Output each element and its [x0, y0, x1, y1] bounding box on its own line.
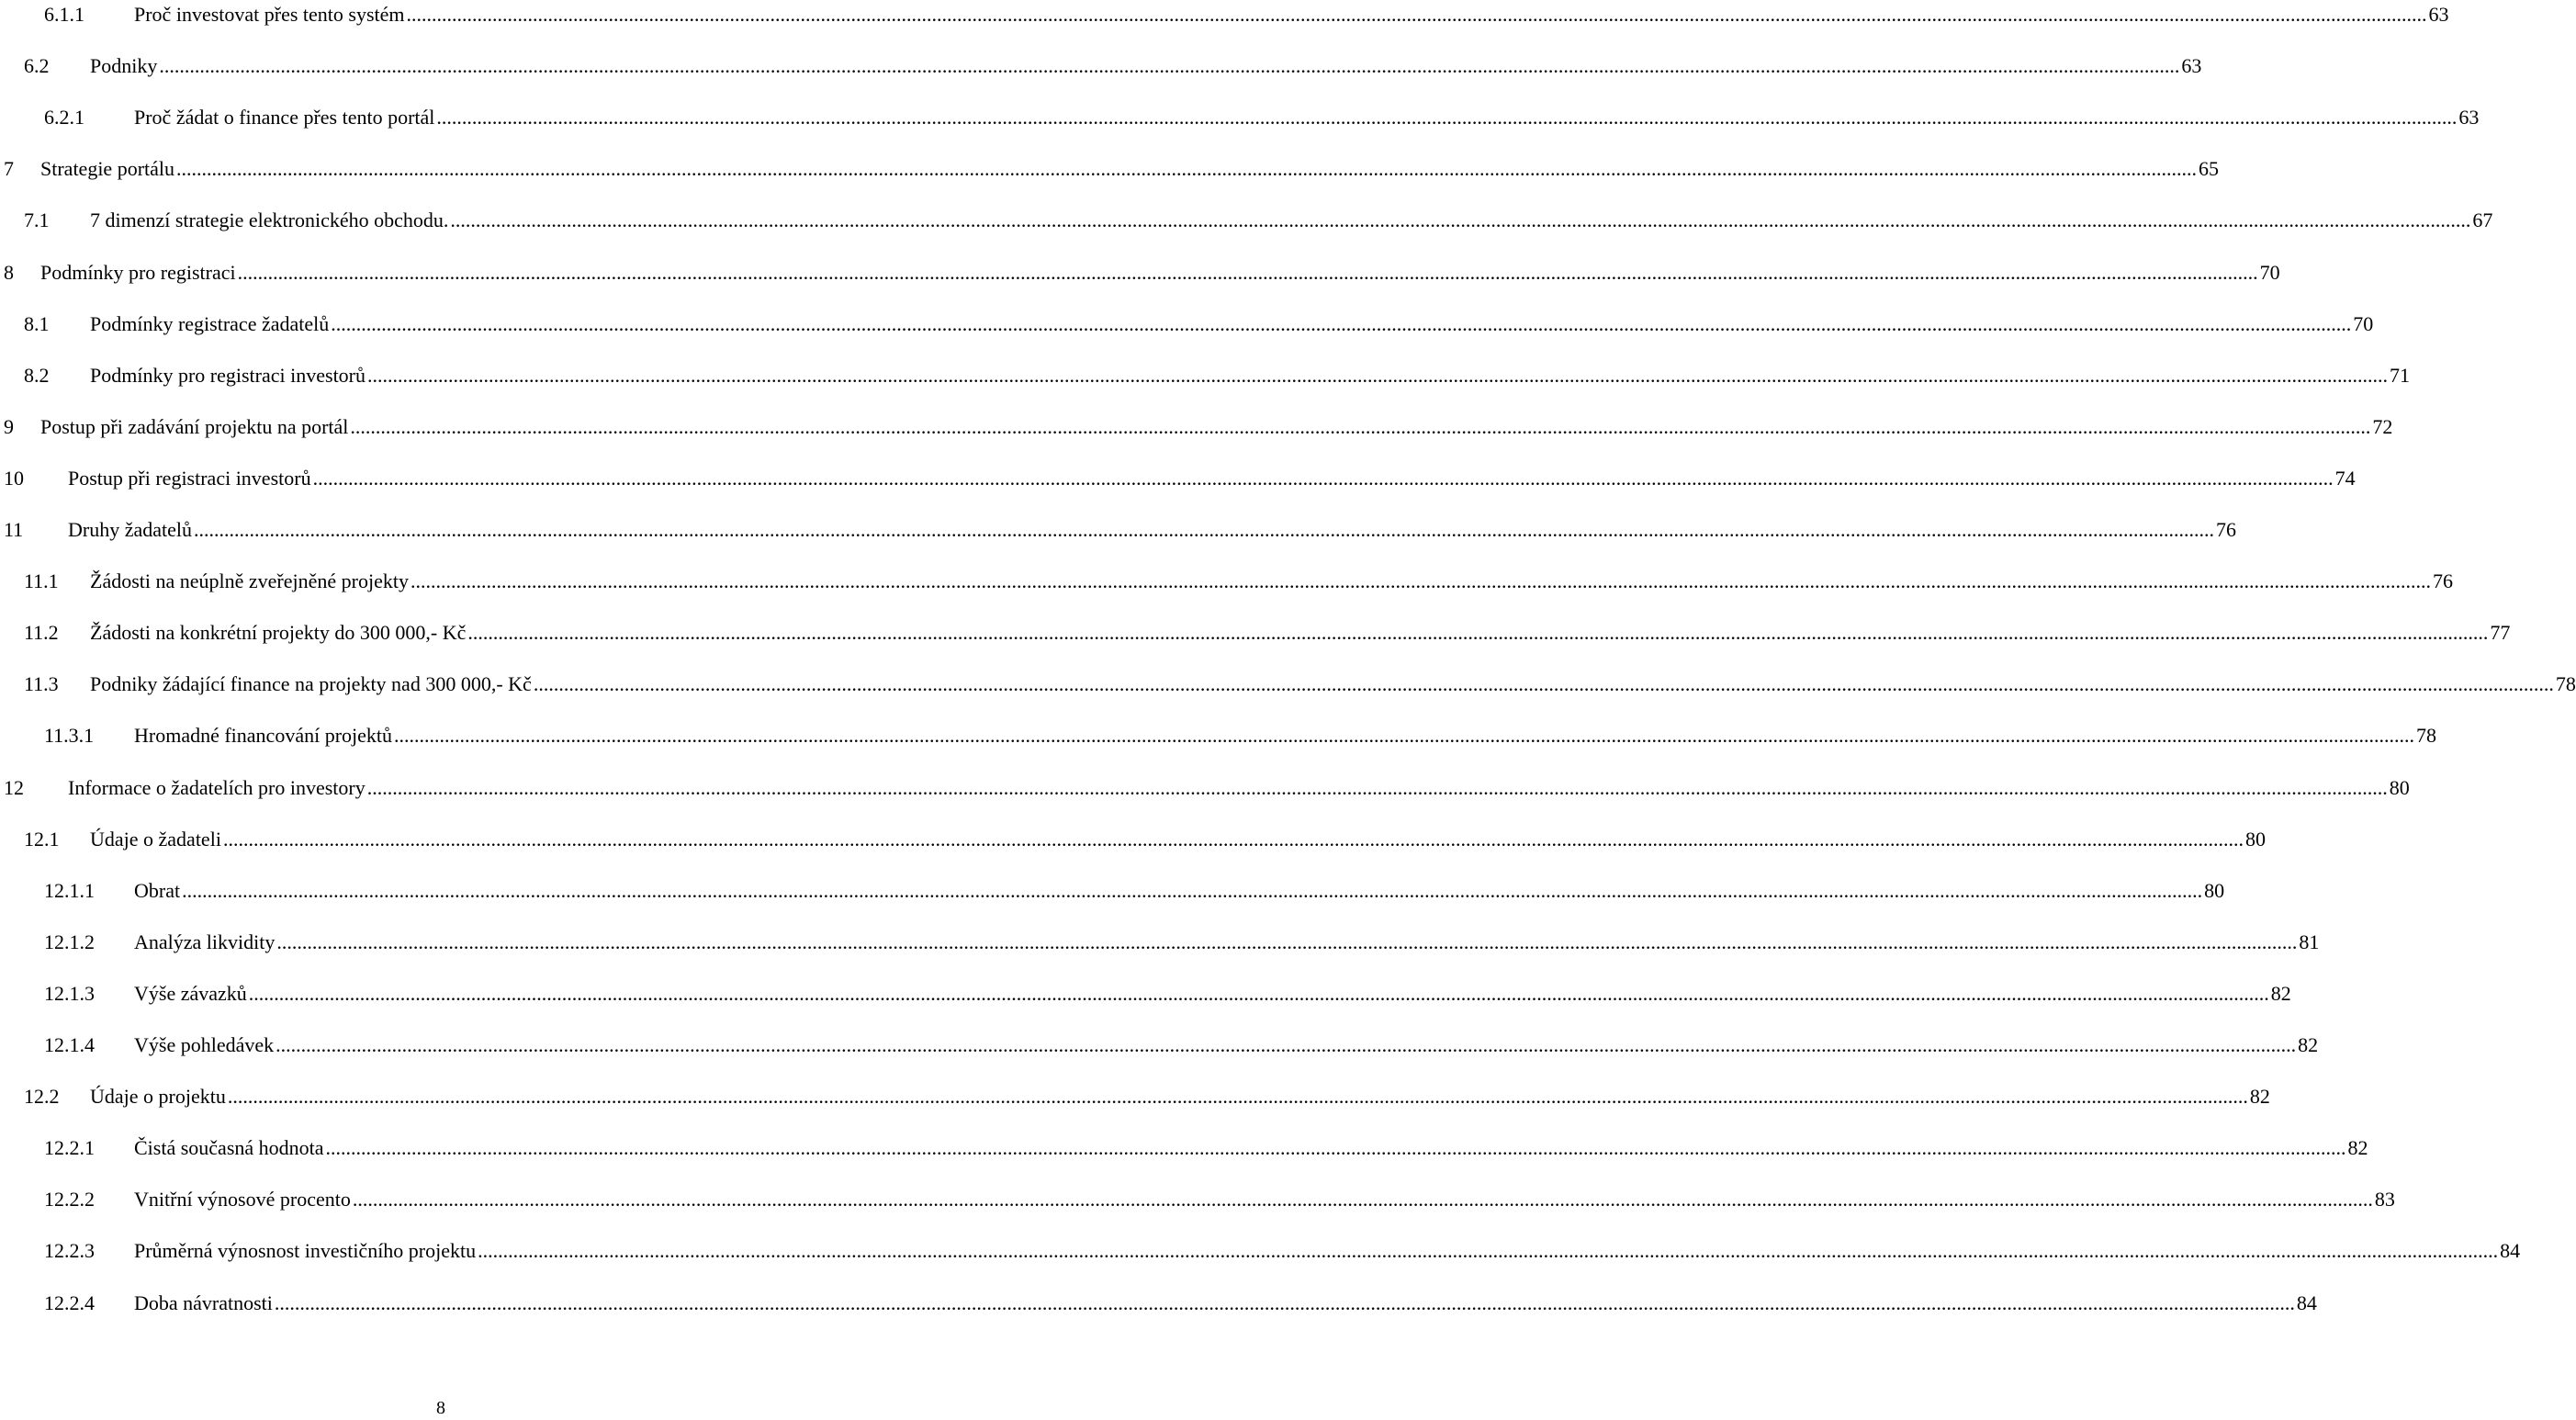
toc-entry-title: Průměrná výnosnost investičního projektu [134, 1239, 477, 1263]
toc-entry-page: 63 [2181, 54, 2202, 78]
toc-entry-number: 8.1 [24, 311, 50, 335]
toc-entry[interactable] [0, 1082, 2270, 1111]
toc-entry-line [134, 928, 2320, 957]
toc-entry-title: Obrat [134, 878, 181, 902]
toc-entry[interactable] [0, 825, 2266, 854]
toc-dot-leader: ................................................................................................................................................................................................................................................................................................................................................................................................................ [366, 775, 2388, 799]
toc-entry-page: 78 [2555, 672, 2576, 696]
toc-entry-number: 10 [4, 466, 24, 490]
toc-entry-line [134, 1236, 2521, 1266]
toc-entry-page: 82 [2298, 1033, 2319, 1056]
toc-entry[interactable] [0, 0, 2449, 29]
toc-entry-title: Údaje o projektu [90, 1085, 226, 1109]
toc-entry-number: 12.1.2 [44, 930, 95, 953]
toc-entry-title: Hromadné financování projektů [134, 724, 393, 748]
toc-entry-title: Vnitřní výnosové procento [134, 1188, 351, 1212]
toc-entry-line [134, 1031, 2319, 1060]
toc-entry-page: 70 [2353, 311, 2374, 335]
toc-entry[interactable] [0, 876, 2225, 906]
toc-dot-leader: ................................................................................................................................................................................................................................................................................................................................................................................................................ [410, 569, 2431, 593]
toc-dot-leader: ................................................................................................................................................................................................................................................................................................................................................................................................................ [227, 1085, 2248, 1109]
toc-entry-number: 11.1 [24, 569, 59, 593]
toc-entry-title: Strategie portálu [40, 157, 175, 181]
toc-entry-page: 80 [2244, 827, 2266, 851]
page-number: 8 [436, 1398, 445, 1418]
toc-entry-number: 11.3.1 [44, 724, 95, 748]
toc-entry-line [90, 618, 2511, 648]
toc-entry-title: Výše pohledávek [134, 1033, 275, 1056]
toc-dot-leader: ................................................................................................................................................................................................................................................................................................................................................................................................................ [276, 1033, 2297, 1056]
toc-entry[interactable] [0, 1289, 2317, 1318]
toc-entry[interactable] [0, 515, 2236, 545]
toc-entry-line [134, 103, 2480, 132]
toc-entry-line [68, 464, 2356, 493]
toc-dot-leader: ................................................................................................................................................................................................................................................................................................................................................................................................................ [533, 672, 2554, 696]
toc-entry-number: 12.1.3 [44, 981, 95, 1005]
toc-dot-leader: ................................................................................................................................................................................................................................................................................................................................................................................................................ [406, 3, 2427, 26]
toc-dot-leader: ................................................................................................................................................................................................................................................................................................................................................................................................................ [331, 311, 2352, 335]
toc-dot-leader: ................................................................................................................................................................................................................................................................................................................................................................................................................ [194, 518, 2214, 541]
toc-entry-line [90, 1082, 2270, 1111]
toc-dot-leader: ................................................................................................................................................................................................................................................................................................................................................................................................................ [467, 621, 2489, 645]
toc-entry-number: 12 [4, 775, 24, 799]
toc-entry-number: 9 [4, 414, 14, 438]
toc-entry-title: Podmínky pro registraci [40, 260, 236, 284]
toc-entry-page: 63 [2428, 3, 2449, 26]
toc-entry-title: Podmínky pro registraci investorů [90, 363, 366, 387]
toc-entry-line [68, 515, 2236, 545]
toc-entry-number: 11.2 [24, 621, 59, 645]
toc-dot-leader: ................................................................................................................................................................................................................................................................................................................................................................................................................ [394, 724, 2415, 748]
toc-entry[interactable] [0, 928, 2320, 957]
toc-dot-leader: ................................................................................................................................................................................................................................................................................................................................................................................................................ [325, 1136, 2346, 1160]
toc-entry[interactable] [0, 1133, 2368, 1163]
toc-entry-title: Údaje o žadateli [90, 827, 221, 851]
toc-entry[interactable] [0, 670, 2576, 699]
toc-entry-page: 65 [2199, 157, 2220, 181]
toc-entry[interactable] [0, 721, 2437, 750]
toc-entry-number: 8 [4, 260, 14, 284]
toc-entry-page: 84 [2500, 1239, 2521, 1263]
toc-dot-leader: ................................................................................................................................................................................................................................................................................................................................................................................................................ [367, 363, 2389, 387]
toc-entry[interactable] [0, 154, 2220, 184]
toc-entry[interactable] [0, 103, 2480, 132]
toc-entry[interactable] [0, 1185, 2395, 1214]
toc-dot-leader: ................................................................................................................................................................................................................................................................................................................................................................................................................ [478, 1239, 2499, 1263]
toc-entry[interactable] [0, 1031, 2319, 1060]
toc-entry-title: Podniky žádající finance na projekty nad 300 000,- Kč [90, 672, 532, 696]
toc-entry[interactable] [0, 773, 2410, 803]
toc-entry-title: Proč investovat přes tento systém [134, 3, 405, 26]
toc-entry[interactable] [0, 979, 2291, 1009]
toc-entry-title: Žádosti na konkrétní projekty do 300 000,- Kč [90, 621, 467, 645]
toc-dot-leader: ................................................................................................................................................................................................................................................................................................................................................................................................................ [222, 827, 2244, 851]
toc-entry-page: 82 [2347, 1136, 2368, 1160]
toc-entry-number: 12.1.1 [44, 878, 95, 902]
toc-entry-line [40, 412, 2393, 442]
toc-entry-line [134, 1133, 2368, 1163]
toc-entry-title: Proč žádat o finance přes tento portál [134, 106, 435, 130]
toc-entry-line [40, 258, 2280, 287]
toc-entry-line [134, 721, 2437, 750]
toc-entry-line [90, 310, 2374, 339]
toc-entry-number: 11 [4, 518, 24, 541]
toc-entry-line [90, 51, 2202, 81]
toc-entry-line [134, 1185, 2395, 1214]
toc-entry-title: Doba návratnosti [134, 1290, 273, 1314]
toc-dot-leader: ................................................................................................................................................................................................................................................................................................................................................................................................................ [350, 414, 2371, 438]
toc-entry-title: Podmínky registrace žadatelů [90, 311, 330, 335]
toc-entry-title: Analýza likvidity [134, 930, 276, 953]
toc-entry-title: Postup při registraci investorů [68, 466, 311, 490]
toc-entry-page: 78 [2416, 724, 2437, 748]
toc-entry-line [40, 154, 2220, 184]
toc-entry-number: 11.3 [24, 672, 59, 696]
toc-entry-number: 12.2 [24, 1085, 60, 1109]
toc-entry-line [68, 773, 2410, 803]
toc-entry[interactable] [0, 310, 2374, 339]
toc-entry-line [90, 567, 2453, 596]
toc-entry-title: Informace o žadatelích pro investory [68, 775, 366, 799]
toc-entry[interactable] [0, 361, 2411, 390]
toc-dot-leader: ................................................................................................................................................................................................................................................................................................................................................................................................................ [182, 878, 2203, 902]
toc-entry-page: 82 [2270, 981, 2291, 1005]
toc-dot-leader: ................................................................................................................................................................................................................................................................................................................................................................................................................ [352, 1188, 2373, 1212]
toc-entry-line [90, 670, 2576, 699]
toc-entry-number: 12.2.3 [44, 1239, 95, 1263]
toc-entry-number: 12.2.1 [44, 1136, 95, 1160]
toc-entry[interactable] [0, 464, 2356, 493]
toc-dot-leader: ................................................................................................................................................................................................................................................................................................................................................................................................................ [450, 208, 2471, 232]
toc-entry[interactable] [0, 51, 2202, 81]
toc-dot-leader: ................................................................................................................................................................................................................................................................................................................................................................................................................ [436, 106, 2458, 130]
toc-entry-line [90, 361, 2411, 390]
toc-entry-page: 76 [2432, 569, 2453, 593]
toc-entry-title: Postup při zadávání projektu na portál [40, 414, 349, 438]
toc-dot-leader: ................................................................................................................................................................................................................................................................................................................................................................................................................ [237, 260, 2258, 284]
toc-dot-leader: ................................................................................................................................................................................................................................................................................................................................................................................................................ [248, 981, 2269, 1005]
toc-dot-leader: ................................................................................................................................................................................................................................................................................................................................................................................................................ [176, 157, 2198, 181]
toc-entry-line [90, 206, 2493, 235]
toc-dot-leader: ................................................................................................................................................................................................................................................................................................................................................................................................................ [159, 54, 2180, 78]
toc-entry-number: 8.2 [24, 363, 50, 387]
toc-entry-line [134, 0, 2449, 29]
toc-entry[interactable] [0, 412, 2393, 442]
toc-entry-page: 82 [2249, 1085, 2270, 1109]
toc-entry-title: Druhy žadatelů [68, 518, 192, 541]
toc-entry-page: 67 [2472, 208, 2493, 232]
toc-entry-title: Podniky [90, 54, 158, 78]
toc-entry[interactable] [0, 567, 2453, 596]
toc-entry-title: Čistá současná hodnota [134, 1136, 324, 1160]
toc-entry[interactable] [0, 258, 2280, 287]
toc-entry-number: 12.1 [24, 827, 60, 851]
toc-entry-number: 12.2.4 [44, 1290, 95, 1314]
toc-entry-page: 77 [2490, 621, 2511, 645]
toc-entry-line [90, 825, 2266, 854]
toc-entry-number: 7 [4, 157, 14, 181]
toc-entry-title: 7 dimenzí strategie elektronického obchodu. [90, 208, 449, 232]
toc-entry[interactable] [0, 1236, 2521, 1266]
toc-entry-page: 84 [2296, 1290, 2317, 1314]
toc-entry-page: 63 [2458, 106, 2480, 130]
toc-entry-page: 74 [2334, 466, 2356, 490]
toc-entry-number: 7.1 [24, 208, 50, 232]
toc-entry[interactable] [0, 206, 2493, 235]
toc-entry-line [134, 1289, 2317, 1318]
toc-entry-page: 76 [2216, 518, 2236, 541]
toc-entry-number: 6.2.1 [44, 106, 84, 130]
toc-entry-page: 80 [2204, 878, 2225, 902]
toc-entry-page: 72 [2372, 414, 2393, 438]
toc-dot-leader: ................................................................................................................................................................................................................................................................................................................................................................................................................ [276, 930, 2298, 953]
toc-entry-number: 12.2.2 [44, 1188, 95, 1212]
toc-entry-number: 6.1.1 [44, 3, 84, 26]
toc-dot-leader: ................................................................................................................................................................................................................................................................................................................................................................................................................ [274, 1290, 2295, 1314]
toc-entry-number: 12.1.4 [44, 1033, 95, 1056]
toc-entry-line [134, 876, 2225, 906]
toc-entry-title: Žádosti na neúplně zveřejněné projekty [90, 569, 409, 593]
toc-dot-leader: ................................................................................................................................................................................................................................................................................................................................................................................................................ [312, 466, 2334, 490]
toc-entry-page: 70 [2259, 260, 2280, 284]
toc-entry-page: 71 [2390, 363, 2411, 387]
toc-entry-line [134, 979, 2291, 1009]
toc-entry-page: 81 [2299, 930, 2320, 953]
toc-entry[interactable] [0, 618, 2511, 648]
toc-entry-number: 6.2 [24, 54, 50, 78]
toc-entry-title: Výše závazků [134, 981, 247, 1005]
toc-entry-page: 80 [2389, 775, 2410, 799]
toc-entry-page: 83 [2374, 1188, 2395, 1212]
